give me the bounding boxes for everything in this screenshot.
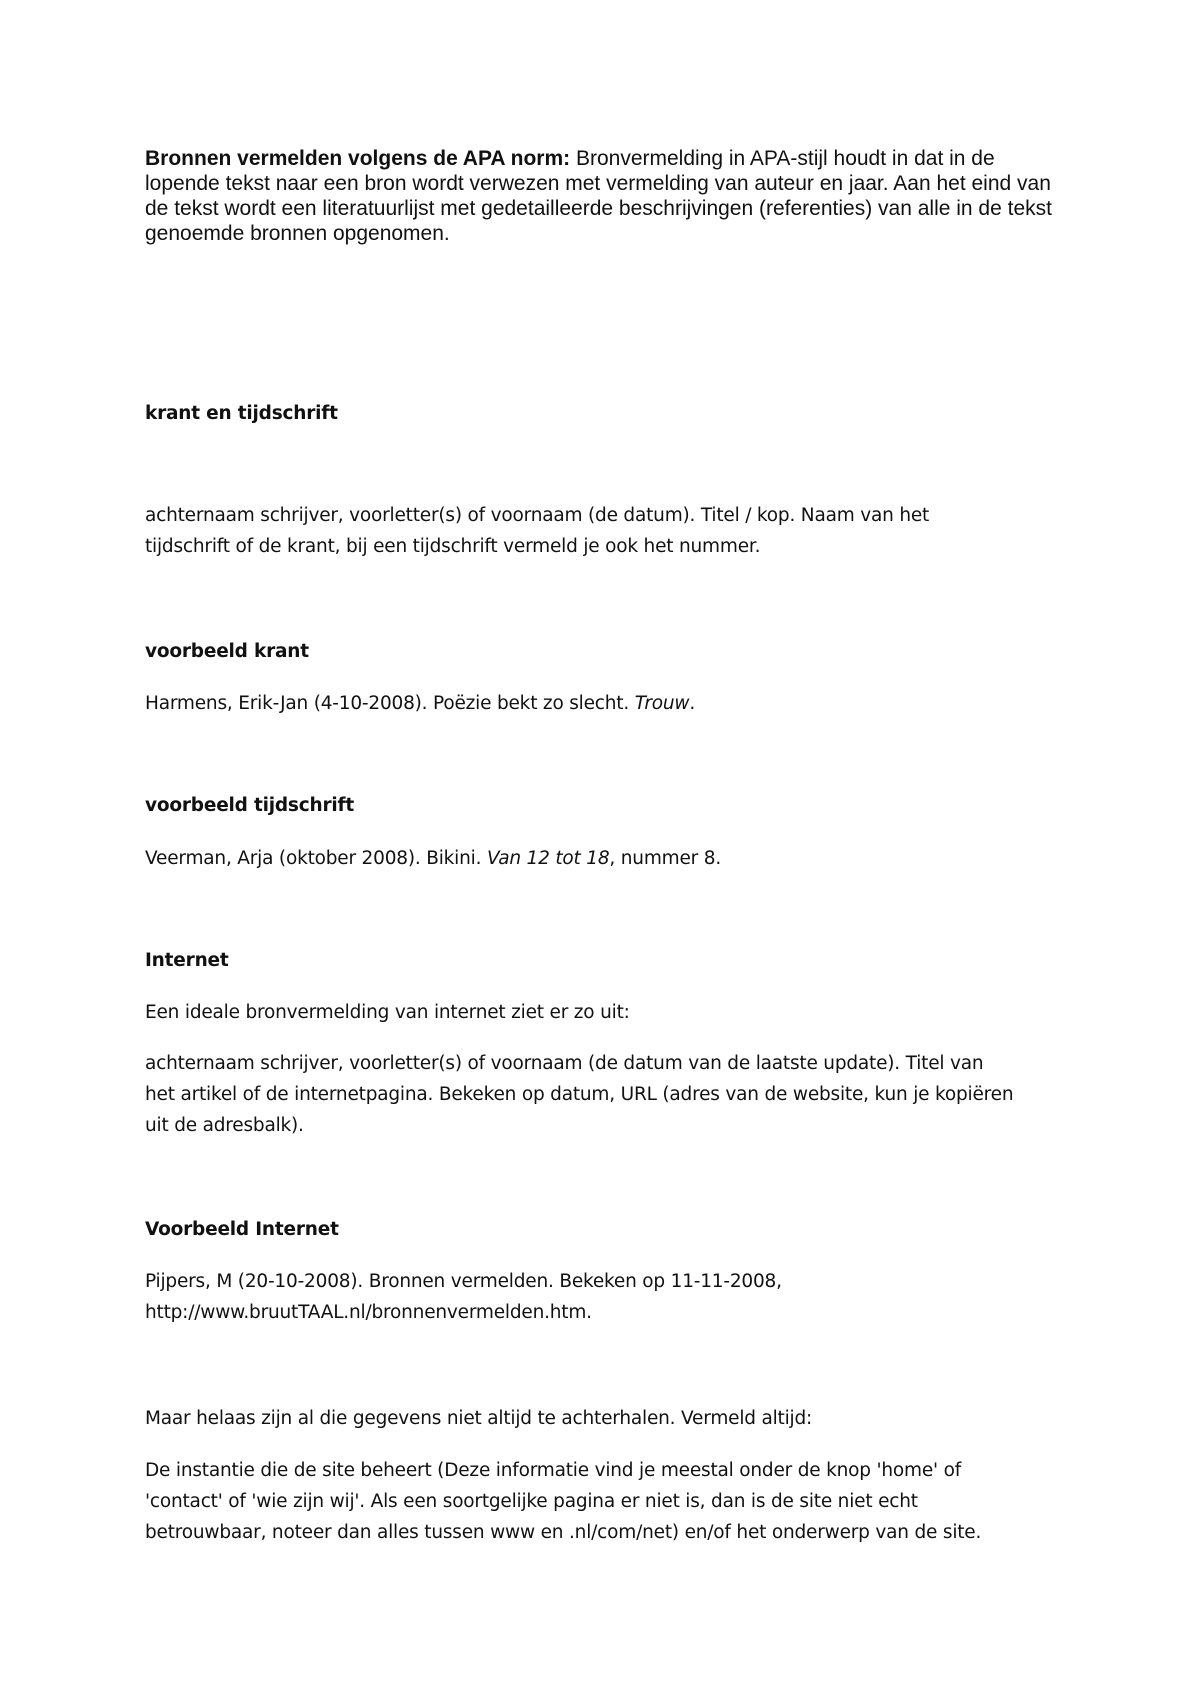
voorbeeld-tijdschrift-ref (145, 843, 1045, 874)
internet-format-text: achternaam schrijver, voorletter(s) of voornaam (de datum van de laatste update). Titel van het artikel of de internetpagina. Bekeken op datum, URL (adres van de website, kun je kopiëren uit de adresbalk). (145, 1053, 1014, 1136)
tijdschrift-reference (145, 843, 1045, 874)
closing-para-line3: betrouwbaar, noteer dan alles tussen www en .nl/com/net) en/of het onderwerp van de site. (145, 1522, 982, 1543)
krant-format (145, 500, 945, 562)
intro-lead: Bronnen vermelden volgens de APA norm: (145, 147, 571, 170)
krant-ref-end: . (689, 693, 696, 714)
internet-intro (145, 997, 1045, 1028)
tijdschrift-ref-end: , nummer 8. (609, 848, 721, 869)
internet-format (145, 1048, 1015, 1141)
closing-para-line2: 'contact' of 'wie zijn wij'. Als een soortgelijke pagina er niet is, dan is de site niet echt (145, 1491, 918, 1512)
section-voorbeeld-krant (145, 636, 1045, 667)
closing-para-line1: De instantie die de site beheert (Deze informatie vind je meestal onder de knop 'home' of (145, 1460, 962, 1481)
closing-line (145, 1403, 1045, 1434)
heading-krant-tijdschrift: krant en tijdschrift (145, 403, 338, 424)
tijdschrift-ref-title: Van 12 tot 18 (486, 848, 610, 869)
internet-ref-line2: http://www.bruutTAAL.nl/bronnenvermelden.htm. (145, 1302, 592, 1323)
closing-line-text: Maar helaas zijn al die gegevens niet altijd te achterhalen. Vermeld altijd: (145, 1408, 813, 1429)
heading-internet: Internet (145, 950, 229, 971)
closing-paragraph (145, 1455, 1085, 1548)
internet-ref-line1: Pijpers, M (20-10-2008). Bronnen vermelden. Bekeken op 11-11-2008, (145, 1271, 782, 1292)
heading-voorbeeld-krant: voorbeeld krant (145, 641, 309, 662)
krant-ref-text: Harmens, Erik-Jan (4-10-2008). Poëzie bekt zo slecht. (145, 693, 635, 714)
heading-voorbeeld-internet: Voorbeeld Internet (145, 1219, 339, 1240)
intro-text: Bronvermelding in APA-stijl houdt in dat in de lopende tekst naar een bron wordt verwezen met vermelding van auteur en jaar. Aan het eind van de tekst wordt een literatuurlijst met gedetailleerde beschrijvingen (referenties) van alle in de tekst genoemde bronnen opgenomen. (145, 147, 1052, 245)
voorbeeld-krant-ref (145, 688, 1045, 719)
krant-reference (145, 688, 1045, 719)
intro-paragraph (145, 146, 1075, 246)
internet-intro-text: Een ideale bronvermelding van internet ziet er zo uit: (145, 1002, 630, 1023)
tijdschrift-ref-text: Veerman, Arja (oktober 2008). Bikini. (145, 848, 487, 869)
section-voorbeeld-internet (145, 1214, 1045, 1245)
voorbeeld-internet-ref (145, 1266, 1045, 1328)
krant-format-text: achternaam schrijver, voorletter(s) of voornaam (de datum). Titel / kop. Naam van het tijdschrift of de krant, bij een tijdschrift vermeld je ook het nummer. (145, 505, 930, 557)
krant-ref-title: Trouw (634, 693, 690, 714)
section-internet (145, 945, 1045, 976)
section-voorbeeld-tijdschrift (145, 790, 1045, 821)
section-krant (145, 398, 1045, 429)
heading-voorbeeld-tijdschrift: voorbeeld tijdschrift (145, 795, 355, 816)
